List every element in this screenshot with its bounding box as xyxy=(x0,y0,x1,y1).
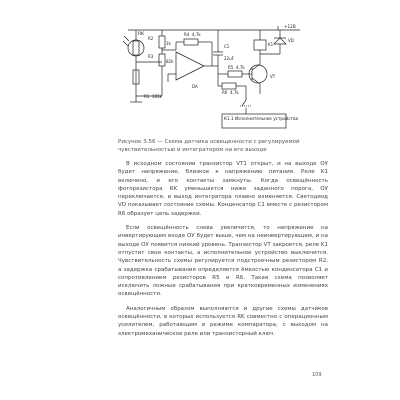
label-r1-value: 100k xyxy=(152,94,162,99)
label-rk: RK xyxy=(138,32,145,37)
label-r4: R4 xyxy=(184,32,190,37)
label-da: DA xyxy=(192,84,198,89)
paragraph: Если освещённость снова увеличится, то напряжение на инвертирующем входе ОУ будет выше, чем на неинвертирующем, и на выходе ОУ появится низкий уровень. Транзистор VT закроется, реле K1 отпустит свои контакты, а исполнительное устройство выключится. Чувствительность схемы регулируется подстроечным резистором R2, а задержка срабатывания определяется ёмкостью конденсатора C1 и сопротивлением резисторов R5 и R6. Такая схема позволяет исключить ложные срабатывания при кратковременных изменениях освещённости. xyxy=(118,225,328,298)
label-supply: +12В xyxy=(284,24,296,29)
load-label: К1.1 Исполнительное устройство xyxy=(224,116,299,121)
circuit-schematic xyxy=(118,22,318,132)
label-r3: R3 xyxy=(148,54,154,59)
label-vt: VT xyxy=(270,74,276,79)
figure-caption: Рисунок 3.56 — Схема датчика освещенности с регулируемой чувствительностью и интегратором на его выходе xyxy=(118,139,300,153)
label-c1: C1 xyxy=(224,44,230,49)
label-r5-value: 4,7k xyxy=(236,65,245,70)
label-r1: R1 xyxy=(144,94,150,99)
label-r6: R6 xyxy=(222,90,228,95)
label-r5: R5 xyxy=(228,65,234,70)
label-c1-value: 22uF xyxy=(224,56,234,61)
label-k1: K1 xyxy=(268,42,274,47)
label-r6-value: 4,7k xyxy=(230,90,239,95)
label-vd: VD xyxy=(288,38,294,43)
text-block xyxy=(118,138,328,338)
label-r2-value: 1k xyxy=(166,41,171,46)
label-r4-value: 4,7k xyxy=(192,32,201,37)
paragraph: В исходном состоянии транзистор VT1 открыт, и на выходе ОУ будет напряжение, близкое к напряжению питания. Реле K1 включено, и его контакты замкнуты. Когда освещённость фоторезистора RK уменьшается ниже заданного порога, ОУ переключается, и выход интегратора плавно изменяется. Светодиод VD показывает состояние схемы. Конденсатор C1 вместе с резистором R6 образует цепь задержки. xyxy=(118,161,328,217)
paragraph: Аналогичным образом выполняются и другие схемы датчиков освещённости, в которых используется RK совместно с операционным усилителем, работающим в режиме компаратора, с выходом на электромеханическое реле или транзисторный ключ. xyxy=(118,305,328,337)
page-number: 109 xyxy=(312,372,322,378)
label-r2: R2 xyxy=(148,36,154,41)
label-r3-value: 82k xyxy=(166,59,174,64)
